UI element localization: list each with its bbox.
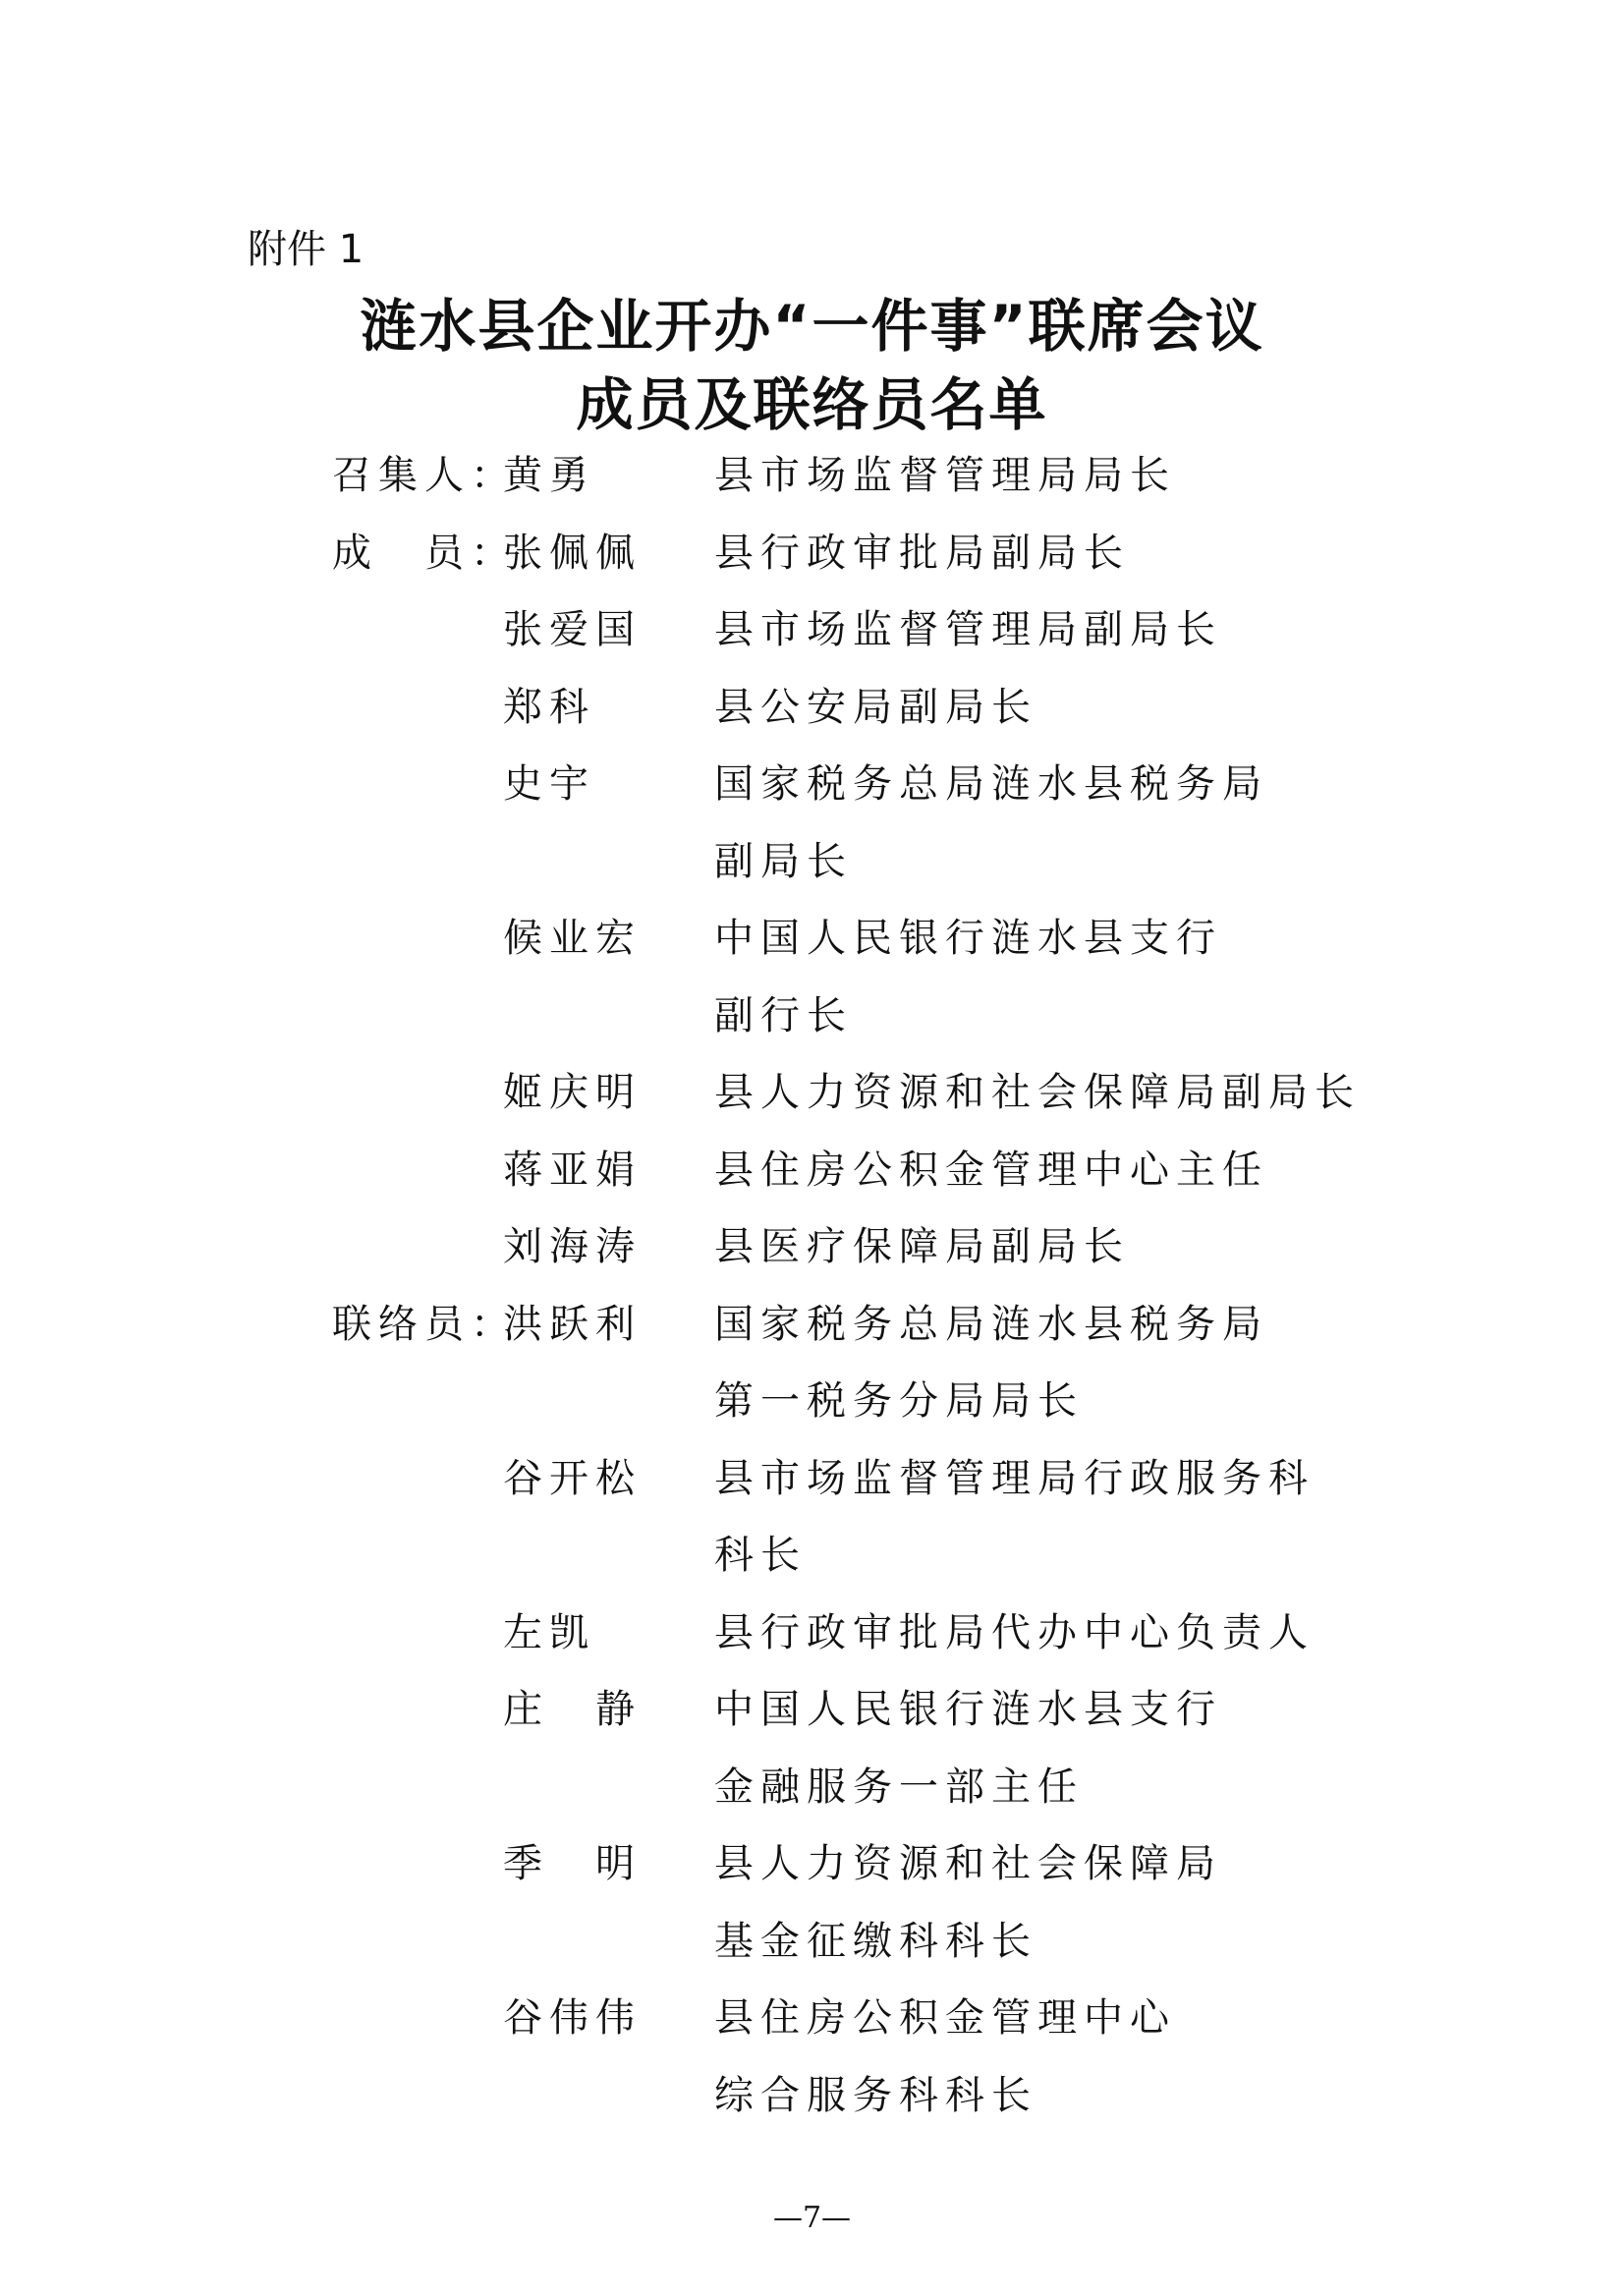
- person-name: 庄 静: [503, 1687, 642, 1732]
- document-title-line-2: 成员及联络员名单: [576, 371, 1048, 438]
- role-label: 召集人：: [332, 453, 517, 498]
- position-title: 县医疗保障局副局长: [714, 1224, 1130, 1269]
- position-title: 县人力资源和社会保障局副局长: [714, 1070, 1361, 1115]
- position-title: 县住房公积金管理中心: [714, 1995, 1176, 2041]
- list-item: [0, 1215, 1624, 1293]
- position-title: 国家税务总局涟水县税务局: [714, 1301, 1268, 1347]
- position-title: 中国人民银行涟水县支行: [714, 1687, 1222, 1732]
- list-item: [0, 1987, 1624, 2064]
- position-title: 第一税务分局局长: [714, 1378, 1084, 1424]
- document-title-line-1: 涟水县企业开办“一件事”联席会议: [360, 293, 1264, 360]
- position-title: 副行长: [714, 992, 853, 1038]
- page-number: —7—: [772, 2201, 852, 2235]
- position-title: 金融服务一部主任: [714, 1764, 1084, 1810]
- position-title: 基金征缴科科长: [714, 1918, 1037, 1964]
- position-title: 中国人民银行涟水县支行: [714, 916, 1222, 961]
- list-item: [0, 2064, 1624, 2142]
- position-title: 县行政审批局代办中心负责人: [714, 1609, 1315, 1655]
- list-item: [0, 676, 1624, 754]
- list-item: [0, 1678, 1624, 1756]
- person-name: 蒋亚娟: [503, 1147, 642, 1193]
- position-title: 县住房公积金管理中心主任: [714, 1147, 1268, 1193]
- list-item: [0, 753, 1624, 830]
- attachment-label: 附件 1: [248, 227, 364, 272]
- position-title: 县行政审批局副局长: [714, 530, 1130, 576]
- position-title: 县公安局副局长: [714, 684, 1037, 730]
- person-name: 候业宏: [503, 916, 642, 961]
- person-name: 史宇: [503, 761, 595, 807]
- person-name: 黄勇: [503, 453, 595, 498]
- list-item: [0, 830, 1624, 908]
- position-title: 国家税务总局涟水县税务局: [714, 761, 1268, 807]
- list-item: [0, 1832, 1624, 1910]
- list-item: [0, 1601, 1624, 1679]
- list-item: [0, 1447, 1624, 1525]
- person-name: 谷开松: [503, 1455, 642, 1501]
- list-item: [0, 1524, 1624, 1601]
- list-item: [0, 984, 1624, 1062]
- position-title: 副局长: [714, 838, 853, 884]
- list-item: [0, 907, 1624, 984]
- person-name: 季 明: [503, 1841, 642, 1886]
- person-name: 左凯: [503, 1609, 595, 1655]
- person-name: 洪跃利: [503, 1301, 642, 1347]
- list-item: [0, 1139, 1624, 1216]
- position-title: 县人力资源和社会保障局: [714, 1841, 1222, 1886]
- person-name: 张爱国: [503, 607, 642, 652]
- person-name: 郑科: [503, 684, 595, 730]
- person-name: 姬庆明: [503, 1070, 642, 1115]
- role-label: 成 员：: [332, 530, 517, 576]
- position-title: 县市场监督管理局行政服务科: [714, 1455, 1315, 1501]
- list-item: [0, 1061, 1624, 1139]
- list-item: [0, 444, 1624, 522]
- person-name: 张佩佩: [503, 530, 642, 576]
- member-list: [0, 444, 1624, 2141]
- person-name: 谷伟伟: [503, 1995, 642, 2041]
- list-item: [0, 1756, 1624, 1833]
- list-item: [0, 522, 1624, 599]
- position-title: 县市场监督管理局局长: [714, 453, 1176, 498]
- list-item: [0, 1370, 1624, 1447]
- list-item: [0, 598, 1624, 676]
- position-title: 县市场监督管理局副局长: [714, 607, 1222, 652]
- position-title: 科长: [714, 1533, 807, 1578]
- position-title: 综合服务科科长: [714, 2072, 1037, 2118]
- list-item: [0, 1293, 1624, 1371]
- list-item: [0, 1910, 1624, 1988]
- person-name: 刘海涛: [503, 1224, 642, 1269]
- role-label: 联络员：: [332, 1301, 517, 1347]
